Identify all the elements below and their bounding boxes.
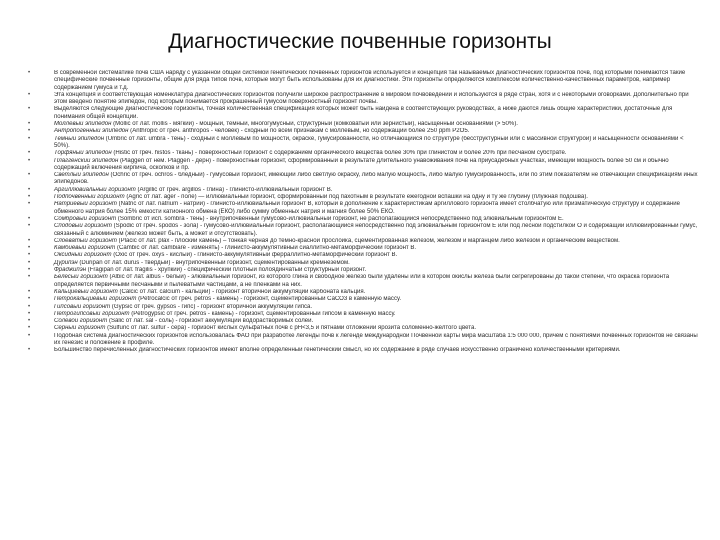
bullet-icon: • — [28, 194, 31, 201]
bullet-icon: • — [28, 237, 31, 244]
horizon-term: Дурипэн — [54, 259, 78, 266]
item-text: В современной систематике почв США наряду с указанной общей системой генетических почвенных горизонтов используется и концепция так называемых диагностических горизонтов почв, под которыми понимаются такие специфические почвенные горизонты, общие для ряда типов почв, которые могут быть использованы для их диагностики. Эти горизонты определяются комплексом количественно-качественных параметров, например содержанием гумуса и т.д. — [54, 70, 686, 91]
list-item — [26, 347, 698, 354]
item-text: (Petrocalcic от греч. petros - камень) - горизонт, сцементированный СаСО3 в каменную массу. — [136, 296, 402, 303]
list-item — [26, 223, 698, 238]
item-text: (Albic от лат. albus - белый) - элювиальный горизонт, из которого глина и свободное железо были удалены или в котором окислы железа были сегрегированы до такой степени, что окраска горизонта определяется первичными песчаными и пылеватыми частицами, а не пленками на них. — [54, 274, 670, 288]
item-text: (Umbric от лат. umbra - тень) - сходный с моллевым по мощности, окраске, гумусированности, но отличающийся по структуре (бесструктурный или с массивной структурой) и насыщенности основаниями < 50%). — [54, 135, 684, 149]
list-item — [26, 216, 698, 223]
item-text: (Argillic от греч. argillos - глина) - глинисто-иллювиальный горизонт В. — [135, 186, 333, 193]
list-item — [26, 296, 698, 303]
list-item — [26, 121, 698, 128]
horizon-term: Сподовый горизонт — [54, 223, 112, 230]
list-item — [26, 267, 698, 274]
item-text: (Mollic от лат. mollis - мягкий) - мощный, темный, многогумусный, структурный (комковатый или зернистый), насыщенный основаниями (> 50%). — [111, 121, 518, 128]
item-text: (Placic от лат. plax - плоский камень) – тонкая черная до темно-красной прослойка, сцементированная железом, железом и марганцем либо железом и органическим веществом. — [116, 237, 620, 244]
bullet-list — [26, 70, 698, 355]
list-item — [26, 128, 698, 135]
item-text: (Histic от греч. histos - ткань) - поверхностный горизонт с содержанием органического вещества более 30% при глинистом и более 20% при песчаном субстрате. — [111, 150, 567, 157]
item-text: (Natric от лат. natrium - натрий) - глинисто-иллювиальный горизонт В, который в дополнение к характеристикам аргиллового горизонта имеет столбчатую или призматическую структуру и содержание обменного натрия более 15% емкости катионного обмена (ЕКО) либо сумму обменных натрия и магния более 50% ЕКО. — [54, 201, 680, 215]
list-item — [26, 92, 698, 107]
list-item — [26, 318, 698, 325]
bullet-icon: • — [28, 91, 31, 98]
horizon-term: Солевой горизонт — [54, 318, 108, 325]
bullet-icon: • — [28, 157, 31, 164]
list-item — [26, 238, 698, 245]
item-text: (Fragipan от лат. fragilis - хрупкий) - специфический плотный полоядинчатый структурный горизонт. — [86, 267, 367, 274]
bullet-icon: • — [28, 259, 31, 266]
list-item — [26, 304, 698, 311]
list-item — [26, 106, 698, 121]
bullet-icon: • — [28, 347, 31, 354]
item-text: (Spodic от греч. spodos - зола) - гумусово-иллювиальный горизонт, располагающийся непосредственно под элювиальным горизонтом Е или под лесной подстилкой О и содержащий иллювиированный гумус, связанный с алюминием (железо может быть, а может и отсутствовать). — [54, 223, 698, 237]
list-item — [26, 187, 698, 194]
list-item — [26, 150, 698, 157]
bullet-icon: • — [28, 128, 31, 135]
list-item — [26, 158, 698, 173]
bullet-icon: • — [28, 121, 31, 128]
list-item — [26, 311, 698, 318]
item-text: (Sombric от исп. sombra - тень) - внутрипочвенный гумусово-иллювиальный горизонт, не располагающийся непосредственно под элювиальным горизонтом Е. — [116, 215, 564, 222]
bullet-icon: • — [28, 303, 31, 310]
horizon-term: Торфяный эпипедон — [54, 150, 112, 157]
item-text: (Oxic от греч. oxys - кислый) - глинисто-аккумулятивный ферраллитно-метаморфический горизонт В. — [111, 252, 398, 259]
list-item — [26, 194, 698, 201]
horizon-term: Оксидный горизонт — [54, 252, 112, 259]
horizon-term: Камбиевый горизонт — [54, 245, 116, 252]
item-text: Выделяются следующие диагностические горизонты, точная количественная спецификация которых может быть найдена в соответствующих руководствах, а ниже даются лишь общие характеристики, достаточные для понимания общей концепции. — [54, 106, 673, 120]
horizon-term: Гипсовый горизонт — [54, 303, 111, 310]
horizon-term: Сомбровый горизонт — [54, 215, 117, 222]
bullet-icon: • — [28, 106, 31, 113]
horizon-term: Аргиллювиальный горизонт — [54, 186, 136, 193]
horizon-term: Серный горизонт — [54, 325, 106, 332]
item-text: (Sulfuric от лат. sulfur - сера) - горизонт кислых сульфатных почв с рН<3,5 и пятнами отложений ярозита соломенно-желтого цвета. — [105, 325, 477, 332]
horizon-term: Кальциевый горизонт — [54, 288, 118, 295]
slide-title: Диагностические почвенные горизонты — [168, 30, 552, 53]
horizon-term: Слоеватый горизонт — [54, 237, 117, 244]
list-item — [26, 252, 698, 259]
list-item — [26, 245, 698, 252]
bullet-icon: • — [28, 267, 31, 274]
item-text: (Anthropic от греч. anthropos - человек) - сходный по всем признакам с моллевым, но содержащий более 250 ppm P2O5. — [128, 128, 470, 135]
horizon-term: Петрогипсовый горизонт — [54, 310, 130, 317]
item-text: (Plaggen от нем. Plaggen - дерн) - поверхностный горизонт, сформированный в результате длительного унавоживания почв на приусадебных участках, имеющий мощность более 50 см и обычно содержащий включения кирпича, осколков и пр. — [54, 157, 669, 171]
bullet-icon: • — [28, 274, 31, 281]
list-item — [26, 172, 698, 187]
horizon-term: Фраджипэн — [54, 267, 87, 274]
item-text: (Gypsic от греч. gypsos - гипс) - горизонт вторичной аккумуляции гипса. — [110, 303, 313, 310]
horizon-term: Антропогенный эпипедон — [54, 128, 129, 135]
bullet-icon: • — [28, 135, 31, 142]
horizon-term: Темный эпипедон — [54, 135, 105, 142]
list-item — [26, 260, 698, 267]
list-item — [26, 201, 698, 216]
list-item — [26, 274, 698, 289]
item-text: (Agric от лат. ager - поле) — иллювиальный горизонт, сформированный под пахотным в результате ежегодной вспашки на одну и ту же глубину (плужная подошва). — [124, 194, 588, 201]
list-item — [26, 325, 698, 332]
item-text: (Ochric от греч. ochros - бледный) - гумусовый горизонт, имеющий либо светлую окраску, либо малую мощность, либо малую гумусированность, или по этим показателям не отвечающий спецификациям иных эпипедонов. — [54, 172, 698, 186]
list-item — [26, 289, 698, 296]
horizon-term: Белесый горизонт — [54, 274, 108, 281]
item-text: (Cambic от лат. cambiare - изменять) - глинисто-аккумулятивный сиаллитно-метаморфический горизонт В. — [115, 245, 417, 252]
list-item — [26, 136, 698, 151]
item-text: (Duripan от лат. durus - твердый) - внутрипочвенный горизонт, сцементированный кремнеземом. — [77, 259, 350, 266]
horizon-term: Светлый эпипедон — [54, 172, 109, 179]
bullet-icon: • — [28, 223, 31, 230]
bullet-icon: • — [28, 288, 31, 295]
bullet-icon: • — [28, 332, 31, 339]
bullet-icon: • — [28, 245, 31, 252]
horizon-term: Моллевый эпипедон — [54, 121, 112, 128]
bullet-icon: • — [28, 215, 31, 222]
list-item — [26, 333, 698, 348]
bullet-icon: • — [28, 70, 31, 76]
list-item — [26, 70, 698, 92]
item-text: (Salic от лат. sal - соль) - горизонт аккумуляции водорастворимых солей. — [107, 318, 314, 325]
bullet-icon: • — [28, 150, 31, 157]
bullet-icon: • — [28, 325, 31, 332]
horizon-term: Плаггенский эпипедон — [54, 157, 119, 164]
bullet-icon: • — [28, 201, 31, 208]
horizon-term: Натриевый горизонт — [54, 201, 117, 208]
bullet-icon: • — [28, 172, 31, 179]
bullet-icon: • — [28, 310, 31, 317]
item-text: (Petrogypsic от греч. petros - камень) - горизонт, сцементированный гипсом в каменную массу. — [129, 310, 396, 317]
horizon-term: Подпочвенный горизонт — [54, 194, 125, 201]
item-text: Подобная система диагностических горизонтов использовалась ФАО при разработке легенды почв к легенде международной Почвенной карты мира масштаба 1:5 000 000, причем с понятиями почвенных горизонтов не связаны их генезис и положение в профиле. — [54, 332, 698, 346]
bullet-icon: • — [28, 186, 31, 193]
item-text: Большинство перечисленных диагностических горизонтов имеют вполне определенный генетический смысл, но их содержание в ряде случаев искусственно ограничено количественными критериями. — [54, 347, 621, 354]
item-text: Эта концепция и соответствующая номенклатура диагностических горизонтов получили широкое распространение в мировом почвоведении и используются в ряде стран, хотя и с некоторыми оговорками. Дополнительно при этом введено понятие эпипедон, под которым понимается прокрашенный гумусом поверхностный горизонт почвы. — [54, 91, 689, 106]
bullet-icon: • — [28, 252, 31, 259]
bullet-icon: • — [28, 296, 31, 303]
bullet-icon: • — [28, 318, 31, 325]
horizon-term: Петрокальциевый горизонт — [54, 296, 137, 303]
item-text: (Calcic от лат. calcium - кальций) - горизонт вторичной аккумуляции карбоната кальция. — [117, 288, 366, 295]
